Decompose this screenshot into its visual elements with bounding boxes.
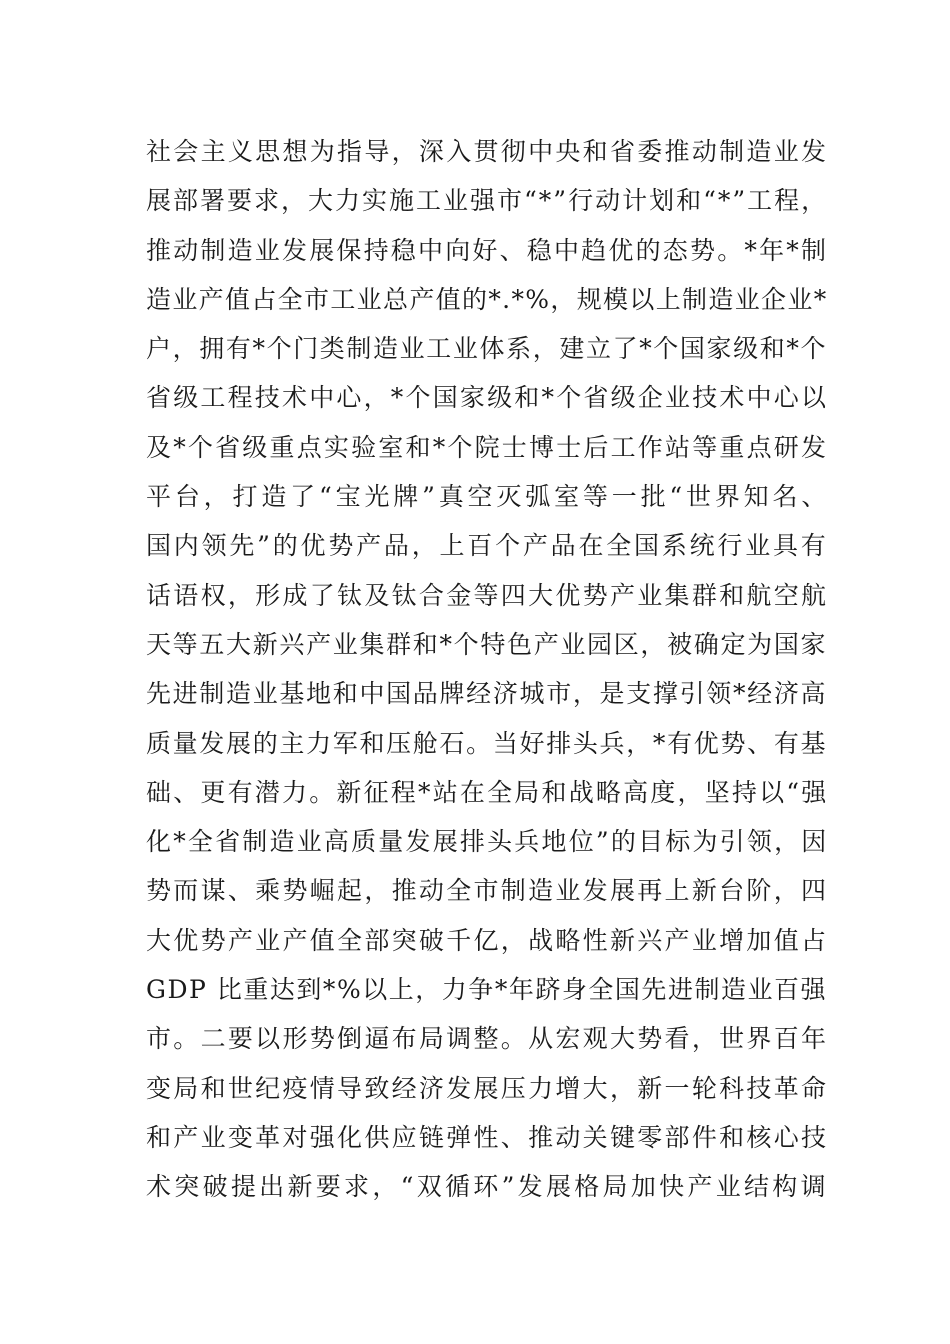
text-line-3: 推动制造业发展保持稳中向好、稳中趋优的态势。*年*制 xyxy=(146,235,829,265)
text-line-15: 化*全省制造业高质量发展排头兵地位”的目标为引领，因 xyxy=(146,827,829,857)
text-line-2: 展部署要求，大力实施工业强市“*”行动计划和“*”工程， xyxy=(146,186,829,216)
body-paragraph xyxy=(146,127,831,1212)
text-line-12: 先进制造业基地和中国品牌经济城市，是支撑引领*经济高 xyxy=(146,679,828,709)
text-line-20: 变局和世纪疫情导致经济发展压力增大，新一轮科技革命 xyxy=(146,1073,829,1103)
text-line-13: 质量发展的主力军和压舱石。当好排头兵，*有优势、有基 xyxy=(146,728,828,758)
text-line-21: 和产业变革对强化供应链弹性、推动关键零部件和核心技 xyxy=(146,1122,829,1152)
text-line-10: 话语权，形成了钛及钛合金等四大优势产业集群和航空航 xyxy=(146,580,829,610)
text-line-11: 天等五大新兴产业集群和*个特色产业园区，被确定为国家 xyxy=(146,629,828,659)
text-line-6: 省级工程技术中心，*个国家级和*个省级企业技术中心以 xyxy=(146,383,829,413)
text-line-9: 国内领先”的优势产品，上百个产品在全国系统行业具有 xyxy=(146,531,829,561)
text-line-19: 市。二要以形势倒逼布局调整。从宏观大势看，世界百年 xyxy=(146,1024,829,1054)
text-line-18: GDP 比重达到*%以上，力争*年跻身全国先进制造业百强 xyxy=(146,975,828,1005)
text-line-14: 础、更有潜力。新征程*站在全局和战略高度，坚持以“强 xyxy=(146,777,829,807)
text-line-8: 平台，打造了“宝光牌”真空灭弧室等一批“世界知名、 xyxy=(146,482,831,512)
text-line-7: 及*个省级重点实验室和*个院士博士后工作站等重点研发 xyxy=(146,432,829,462)
text-line-16: 势而谋、乘势崛起，推动全市制造业发展再上新台阶，四 xyxy=(146,876,829,906)
text-line-4: 造业产值占全市工业总产值的*.*%，规模以上制造业企业* xyxy=(146,284,828,314)
text-line-17: 大优势产业产值全部突破千亿，战略性新兴产业增加值占 xyxy=(146,925,829,955)
text-line-5: 户，拥有*个门类制造业工业体系，建立了*个国家级和*个 xyxy=(146,334,828,364)
text-line-22: 术突破提出新要求，“双循环”发展格局加快产业结构调 xyxy=(146,1172,829,1202)
text-line-1: 社会主义思想为指导，深入贯彻中央和省委推动制造业发 xyxy=(146,137,829,166)
